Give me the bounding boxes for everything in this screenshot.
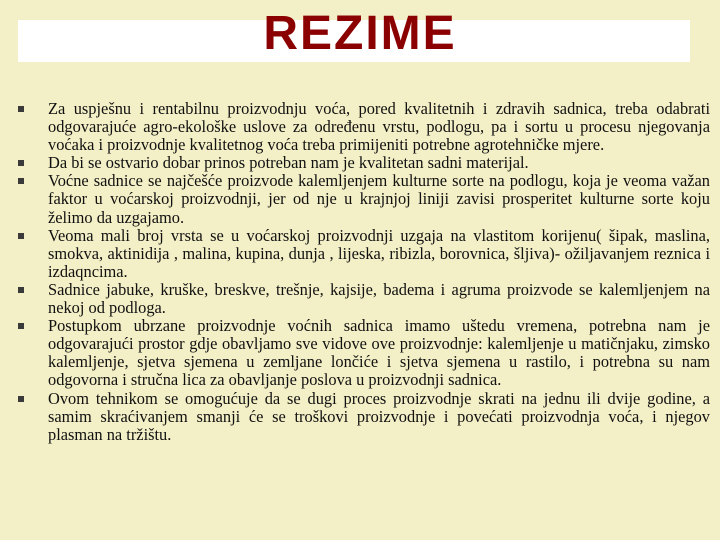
bullet-text: Postupkom ubrzane proizvodnje voćnih sadnica imamo uštedu vremena, potrebna nam je odgovarajući prostor gdje obavljamo sve vidove ove proizvodnje: kalemljenje u matičnjaku, zimsko kalemljenje, sjetva sjemena u zemljane lončiće i sjetva sjemena u rastilo, i potrebna su nam odgovorna i stručna lica za obavljanje poslova u proizvodnji sadnica. [48,316,710,390]
bullet-text: Da bi se ostvario dobar prinos potreban nam je kvalitetan sadni materijal. [48,153,529,173]
bullet-item [10,227,710,281]
square-bullet-icon [18,178,24,184]
bullet-item [10,390,710,444]
bullet-list [10,100,710,444]
slide-title: REZIME [263,7,457,60]
bullet-item [10,317,710,389]
bullet-text: Voćne sadnice se najčešće proizvode kalemljenjem kulturne sorte na podlogu, koja je veoma važan faktor u voćarskoj proizvodnji, jer od nje u krajnjoj liniji zavisi prosperitet kulturne sorte koju želimo da uzgajamo. [48,171,710,227]
bullet-item [10,281,710,317]
square-bullet-icon [18,233,24,239]
square-bullet-icon [18,323,24,329]
square-bullet-icon [18,396,24,402]
bullet-text: Sadnice jabuke, kruške, breskve, trešnje, kajsije, badema i agruma proizvode se kalemljenjem na nekoj od podloga. [48,279,710,318]
bullet-text: Za uspješnu i rentabilnu proizvodnju voća, pored kvalitetnih i zdravih sadnica, treba odabrati odgovarajuće agro-ekološke uslove za određenu vrstu, podlogu, pa i sortu u procesu njegovanja voćaka i proizvodnje kvalitetnog voća treba primijeniti potrebne agrotehničke mjere. [48,100,710,155]
bullet-text: Ovom tehnikom se omogućuje da se dugi proces proizvodnje skrati na jednu ili dvije godine, a samim skraćivanjem smanji će se troškovi proizvodnje i povećati proizvodnja voća, i njegov plasman na tržištu. [48,388,710,444]
square-bullet-icon [18,106,24,112]
slide-content [10,100,710,538]
bullet-text: Veoma mali broj vrsta se u voćarskoj proizvodnji uzgaja na vlastitom korijenu( šipak, maslina, smokva, aktinidija , malina, kupina, dunja , lijeska, ribizla, borovnica, šljiva)- ožiljavanjem reznica i izdaqncima. [48,225,710,281]
square-bullet-icon [18,287,24,293]
bullet-item [10,154,710,172]
bullet-item [10,172,710,226]
square-bullet-icon [18,160,24,166]
bullet-item [10,100,710,154]
